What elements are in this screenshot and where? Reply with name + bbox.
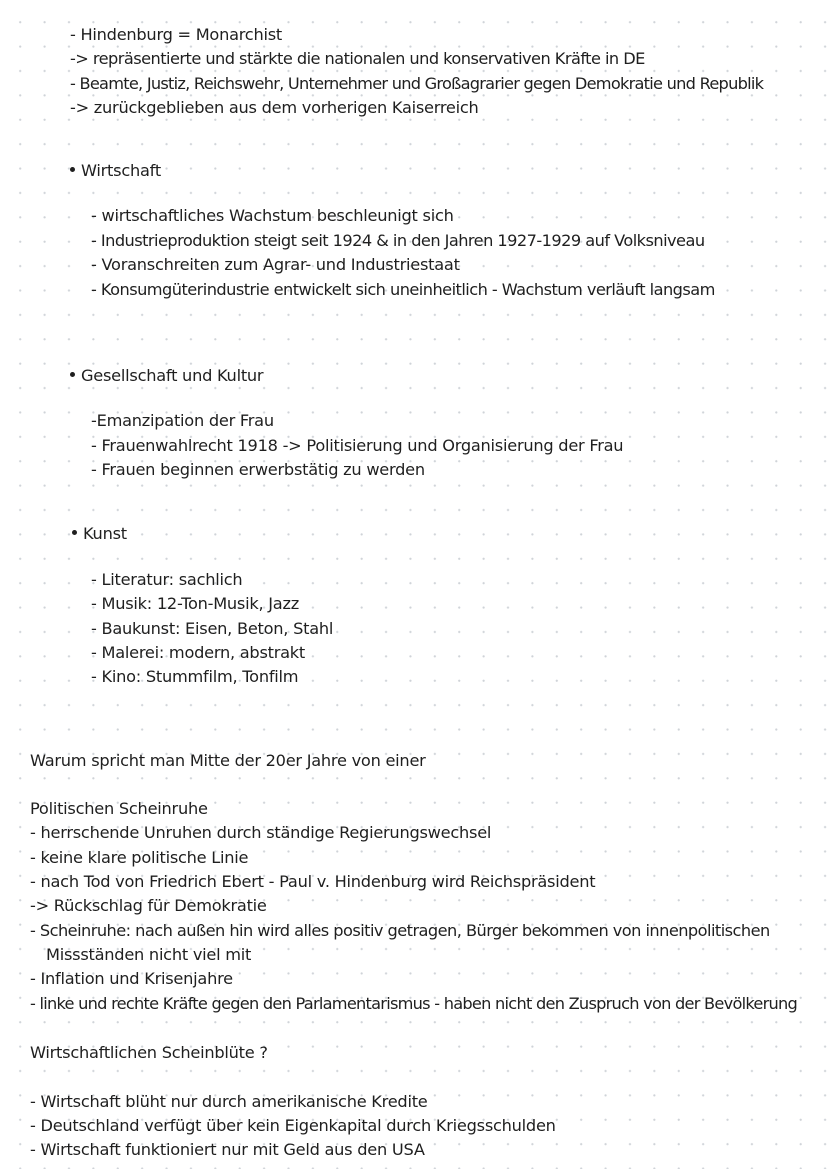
wirtschaft-line-4: - Konsumgüterindustrie entwickelt sich uneinheitlich - Wachstum verläuft langsam <box>91 280 715 299</box>
section-heading-politisch: Politischen Scheinruhe <box>30 799 208 818</box>
gesellschaft-line-1: -Emanzipation der Frau <box>91 411 274 430</box>
scheinbluete-line-3: - Wirtschaft funktioniert nur mit Geld aus den USA <box>30 1140 425 1159</box>
bullet-icon <box>70 167 75 172</box>
kunst-line-1: - Literatur: sachlich <box>91 570 243 589</box>
wirtschaft-line-2: - Industrieproduktion steigt seit 1924 & in den Jahren 1927-1929 auf Volksniveau <box>91 231 705 250</box>
politisch-line-1: - herrschende Unruhen durch ständige Regierungswechsel <box>30 823 492 842</box>
kunst-line-5: - Kino: Stummfilm, Tonfilm <box>91 667 299 686</box>
intro-line-3: - Beamte, Justiz, Reichswehr, Unternehmer und Großagrarier gegen Demokratie und Republik <box>70 74 764 93</box>
section-heading-gesellschaft <box>70 366 263 386</box>
politisch-line-3: - nach Tod von Friedrich Ebert - Paul v. Hindenburg wird Reichspräsident <box>30 872 596 891</box>
kunst-line-4: - Malerei: modern, abstrakt <box>91 643 306 662</box>
intro-line-1: - Hindenburg = Monarchist <box>70 25 282 44</box>
politisch-line-7: - Inflation und Krisenjahre <box>30 969 233 988</box>
politisch-line-5: - Scheinruhe: nach außen hin wird alles positiv getragen, Bürger bekommen von innenpolitischen <box>30 921 770 940</box>
bullet-icon <box>70 372 75 377</box>
section-heading-kunst <box>72 524 127 544</box>
scheinbluete-line-1: - Wirtschaft blüht nur durch amerikanische Kredite <box>30 1092 428 1111</box>
gesellschaft-line-2: - Frauenwahlrecht 1918 -> Politisierung und Organisierung der Frau <box>91 436 624 455</box>
wirtschaft-line-3: - Voranschreiten zum Agrar- und Industriestaat <box>91 255 460 274</box>
heading-text: Gesellschaft und Kultur <box>81 366 264 385</box>
section-heading-scheinbluete: Wirtschaftlichen Scheinblüte ? <box>30 1043 268 1062</box>
gesellschaft-line-3: - Frauen beginnen erwerbstätig zu werden <box>91 460 425 479</box>
heading-text: Kunst <box>83 524 127 543</box>
section-heading-wirtschaft <box>70 161 161 181</box>
politisch-line-6: Missständen nicht viel mit <box>46 945 252 964</box>
heading-text: Wirtschaft <box>81 161 161 180</box>
wirtschaft-line-1: - wirtschaftliches Wachstum beschleunigt sich <box>91 206 454 225</box>
politisch-line-4: -> Rückschlag für Demokratie <box>30 896 267 915</box>
kunst-line-3: - Baukunst: Eisen, Beton, Stahl <box>91 619 334 638</box>
intro-line-2: -> repräsentierte und stärkte die nationalen und konservativen Kräfte in DE <box>70 49 645 68</box>
question-heading: Warum spricht man Mitte der 20er Jahre von einer <box>30 751 426 770</box>
intro-line-4: -> zurückgeblieben aus dem vorherigen Kaiserreich <box>70 98 479 117</box>
politisch-line-8: - linke und rechte Kräfte gegen den Parlamentarismus - haben nicht den Zuspruch von der Bevölkerung <box>30 994 798 1013</box>
politisch-line-2: - keine klare politische Linie <box>30 848 249 867</box>
scheinbluete-line-2: - Deutschland verfügt über kein Eigenkapital durch Kriegsschulden <box>30 1116 556 1135</box>
bullet-icon <box>72 530 77 535</box>
kunst-line-2: - Musik: 12-Ton-Musik, Jazz <box>91 594 299 613</box>
